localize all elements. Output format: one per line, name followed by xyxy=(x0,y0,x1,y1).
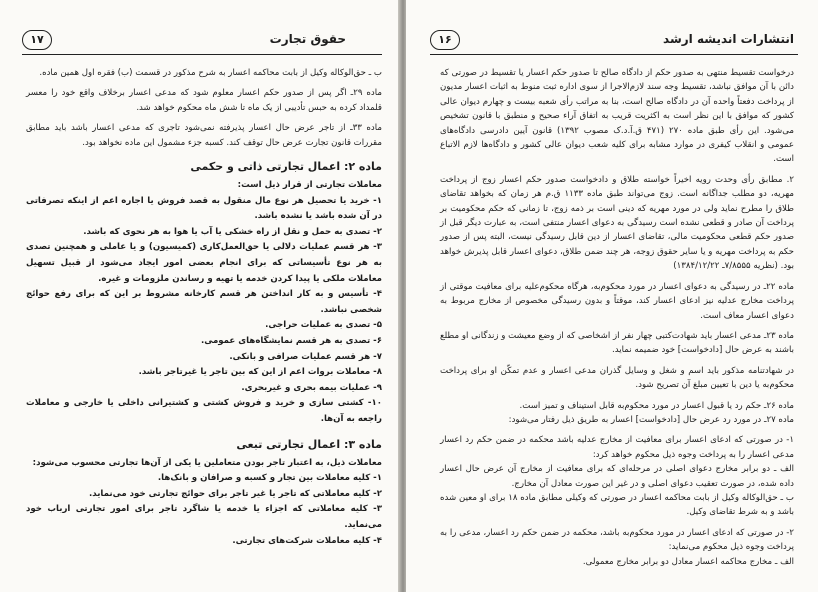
paragraph: ماده ۲۷ـ در مورد رد عرض حال [دادخواست] اعسار به طریق ذیل رفتار می‌شود: xyxy=(508,414,794,425)
section-lead: معاملات ذیل، به اعتبار تاجر بودن متعاملین یا یکی از آن‌ها تجارتی محسوب می‌شود: xyxy=(32,457,382,468)
left-running-header xyxy=(22,28,382,58)
list-item: ۶- تصدی به هر قسم نمایشگاه‌های عمومی. xyxy=(200,335,382,346)
right-page-content xyxy=(440,66,794,569)
paragraph: الف ـ مخارج محاکمه اعسار معادل دو برابر مخارج معمولی. xyxy=(582,556,794,567)
paragraph: در شهادتنامه مذکور باید اسم و شغل و وسایل گذران مدعی اعسار و عدم تمکّن او برای پرداخت محکوم‌به یا دین با تعیین مبلغ آن تصریح شود. xyxy=(440,365,794,391)
section-lead: معاملات تجارتی از قرار ذیل است: xyxy=(237,180,382,191)
page-number: ۱۶ xyxy=(430,30,460,50)
right-running-header xyxy=(430,28,798,58)
section-heading: ماده ۲: اعمال تجارتی ذاتی و حکمی xyxy=(190,160,382,174)
paragraph: ماده ۲۳ـ مدعی اعسار باید شهادت‌کتبی چهار نفر از اشخاصی که از وضع معیشت و زندگانی او مطلع باشند به عرض حال [دادخواست] خود ضمیمه نماید. xyxy=(440,330,794,356)
list-item: ۴- تأسیس و به کار انداختن هر قسم کارخانه مشروط بر این که برای رفع حوائج شخصی نباشد. xyxy=(26,289,382,315)
list-item: ۲- تصدی به حمل و نقل از راه خشکی یا آب یا هوا به هر نحوی که باشد. xyxy=(83,226,382,237)
paragraph: ۱- در صورتی که ادعای اعسار برای معافیت از مخارج عدلیه باشد محکمه در ضمن حکم رد اعسار مدعی اعسار را به پرداخت وجوه ذیل محکوم خواهد کرد: xyxy=(440,435,794,460)
list-item: ۸- معاملات بروات اعم از این که بین تاجر یا غیرتاجر باشد. xyxy=(138,367,382,378)
list-item: ۲- کلیه معاملاتی که تاجر یا غیر تاجر برای حوائج تجارتی خود می‌نماید. xyxy=(88,488,382,499)
header-rule xyxy=(22,54,382,55)
paragraph: ب ـ حق‌الوکاله وکیل از بابت محاکمه اعسار به شرح مذکور در قسمت (ب) فقره اول همین ماده. xyxy=(39,68,382,78)
left-page xyxy=(0,0,400,592)
list-item: ۷- هر قسم عملیات صرافی و بانکی. xyxy=(229,351,382,362)
page-number: ۱۷ xyxy=(22,30,52,50)
paragraph: ماده ۳۳ـ از تاجر عرض حال اعسار پذیرفته نمی‌شود تاجری که مدعی اعسار باشد باید مطابق مقررات قانون تجارت عرض حال توقف کند. کسبه جزء مشمول این ماده نخواهد بود. xyxy=(26,123,382,148)
running-title: حقوق تجارت xyxy=(269,32,346,46)
section-heading: ماده ۳: اعمال تجارتی تبعی xyxy=(236,437,382,451)
paragraph: ۲- در صورتی که ادعای اعسار در مورد محکوم‌به باشد، محکمه در ضمن حکم رد اعسار، مدعی را به پرداخت وجوه ذیل محکوم می‌نماید: xyxy=(440,527,794,553)
list-item: ۴- کلیه معاملات شرکت‌های تجارتی. xyxy=(232,535,382,546)
paragraph: درخواست تقسیط منتهی به صدور حکم از دادگاه صالح تا صدور حکم اعسار یا تقسیط در صورتی که دائن با آن موافق نباشد، تقسیط وجه سند لازم‌الاجرا از سوی اداره ثبت منوط به اثبات اعسار مدیون از پرداخت دفعتاً واحده آن در دادگاه صالح است، بنا به مراتب رأی شعبه بیست و چهارم دیوان عالی کشور که موافق با این نظر است به اکثریت قریب به اتفاق آراء صحیح و منطبق با قانون تشخیص می‌شود. این رأی طبق ماده ۲۷۰ (۴۷۱ ق.آ.د.ک مصوب ۱۳۹۲) قانون آیین دادرسی دادگاه‌های عمومی و انقلاب کیفری در موارد مشابه برای کلیه شعب دیوان عالی کشور و دادگاه‌ها لازم الاتباع است. xyxy=(440,68,794,165)
paragraph: ماده ۲۶ـ حکم رد یا قبول اعسار در مورد محکوم‌به قابل استیناف و تمیز است. xyxy=(519,400,794,411)
list-item: ۱- کلیه معاملات بین تجار و کسبه و صرافان و بانک‌ها. xyxy=(157,473,382,484)
paragraph: الف ـ دو برابر مخارج دعوای اصلی در مرحله‌ای که برای معافیت از مخارج آن عرض حال اعسار داده شده، در صورت تعقیب دعوای اصلی و در غیر این صورت معادل آن مخارج. xyxy=(440,464,794,489)
list-item: ۳- هر قسم عملیات دلالی یا حق‌العمل‌کاری (کمیسیون) و یا عاملی و همچنین تصدی به هر نوع تأسیساتی که برای انجام بعضی امور ایجاد می‌شود از قبیل تسهیل معاملات ملکی یا پیدا کردن خدمه یا تهیه و رساندن ملزومات و غیره. xyxy=(26,242,382,284)
header-rule xyxy=(430,54,798,55)
right-page xyxy=(406,0,818,592)
paragraph: ماده ۲۹ـ اگر پس از صدور حکم اعسار معلوم شود که مدعی اعسار برخلاف واقع خود را معسر قلمداد کرده به حبس تأدیبی از یک ماه تا شش ماه محکوم خواهد شد. xyxy=(26,88,382,113)
paragraph: ب ـ حق‌الوکاله وکیل از بابت محاکمه اعسار در صورتی که وکیلی مطابق ماده ۱۸ برای او معین شده باشد و به شرط تقاضای وکیل. xyxy=(440,492,794,518)
list-item: ۱۰- کشتی سازی و خرید و فروش کشتی و کشتیرانی داخلی یا خارجی و معاملات راجعه به آن‌ها. xyxy=(26,398,382,424)
running-title: انتشارات اندیشه ارشد xyxy=(663,32,794,46)
paragraph: ماده ۲۲ـ در رسیدگی به دعوای اعسار در مورد محکوم‌به، هرگاه محکوم‌علیه برای معافیت موقتی از پرداخت مخارج عدلیه نیز ادعای اعسار کند، موقتاً و بدون رسیدگی مخصوص از مخارج مربوط به دعوای اعسار معاف است. xyxy=(440,281,794,321)
list-item: ۱- خرید یا تحصیل هر نوع مال منقول به قصد فروش یا اجاره اعم از اینکه تصرفاتی در آن شده باشد یا نشده باشد. xyxy=(26,195,382,222)
left-page-content xyxy=(26,66,382,549)
list-item: ۳- کلیه معاملاتی که اجزاء یا خدمه یا شاگرد تاجر برای امور تجارتی ارباب خود می‌نماید. xyxy=(26,504,382,530)
list-item: ۵- تصدی به عملیات حراجی. xyxy=(265,320,382,331)
paragraph: ۲. مطابق رأی وحدت رویه اخیراً خواسته طلاق و دادخواست صدور حکم اعسار زوج از پرداخت مهریه، دو مطلب جداگانه است. زوج می‌تواند طبق ماده ۱۱۳۳ ق.م هر زمان که بخواهد تقاضای طلاق را مطرح نماید ولی در مورد مهریه که دینی است بر ذمه زوج، تا زمانی که حکم محکومیت بر پرداخت آن صادر و قطعی نشده است رسیدگی به دعوای اعسار منتفی است، به عبارت دیگر قبل از صدور حکم قطعی محکومیت مالی، تقاضای اعسار از دین قابل رسیدگی نیست، البته پس از صدور حکم به پرداخت مهریه و یا سایر حقوق زوجه، هر چند ضمن طلاق، دعوای اعسار قابل پذیرش خواهد بود. (نظریه ۷/۸۵۵۵ـ ۱۳۸۴/۱۲/۲۲) xyxy=(440,174,794,272)
list-item: ۹- عملیات بیمه بحری و غیربحری. xyxy=(241,382,382,393)
